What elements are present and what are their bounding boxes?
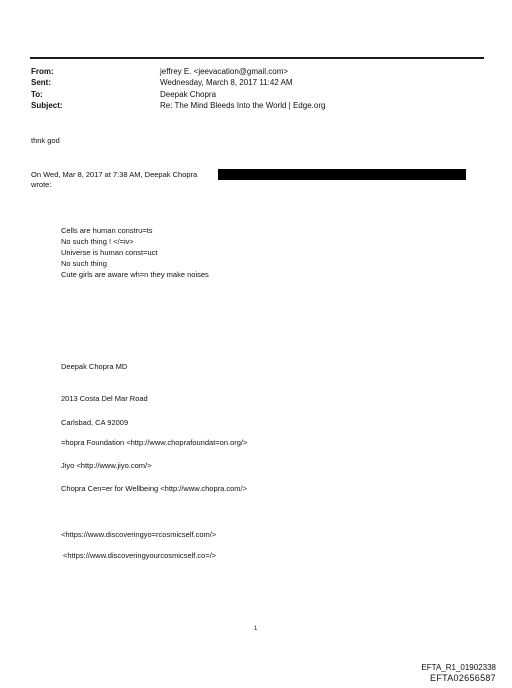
signature-address1: 2013 Costa Del Mar Road [61, 394, 148, 403]
header-divider [30, 57, 484, 59]
to-label: To: [31, 90, 43, 99]
sent-label: Sent: [31, 78, 51, 87]
quoted-line: No such thing [61, 259, 107, 268]
page-number: 1 [254, 626, 258, 632]
reference-code-primary: EFTA_R1_01902338 [421, 663, 496, 672]
quoted-line: No such thing ! </=iv> [61, 237, 134, 246]
quote-intro-wrote: wrote: [31, 180, 52, 189]
link-line: <https://www.discoveringyo=rcosmicself.com/> [61, 530, 217, 539]
signature-center: Chopra Cen=er for Wellbeing <http://www.chopra.com/> [61, 484, 247, 493]
subject-value: Re: The Mind Bleeds Into the World | Edge.org [160, 101, 326, 110]
quoted-line: Cells are human constru=ts [61, 226, 153, 235]
from-value: jeffrey E. <jeevacation@gmail.com> [160, 67, 289, 76]
sent-value: Wednesday, March 8, 2017 11:42 AM [160, 78, 293, 87]
signature-address2: Carlsbad, CA 92009 [61, 418, 129, 427]
redaction-bar [218, 169, 466, 180]
subject-label: Subject: [31, 101, 63, 110]
signature-jiyo: Jiyo <http://www.jiyo.com/> [61, 461, 152, 470]
signature-foundation: =hopra Foundation <http://www.choprafoundat=on.org/> [61, 438, 248, 447]
to-value: Deepak Chopra [160, 90, 217, 99]
reference-code-secondary: EFTA02656587 [430, 673, 496, 683]
quote-intro: On Wed, Mar 8, 2017 at 7:38 AM, Deepak Chopra [31, 170, 198, 179]
from-label: From: [31, 67, 54, 76]
quoted-line: Cute girls are aware wh=n they make noises [61, 270, 209, 279]
reply-text: thnk god [31, 136, 60, 145]
signature-name: Deepak Chopra MD [61, 362, 128, 371]
link-line: <https://www.discoveringyourcosmicself.co=/> [63, 551, 217, 560]
quoted-line: Universe is human const=uct [61, 248, 158, 257]
